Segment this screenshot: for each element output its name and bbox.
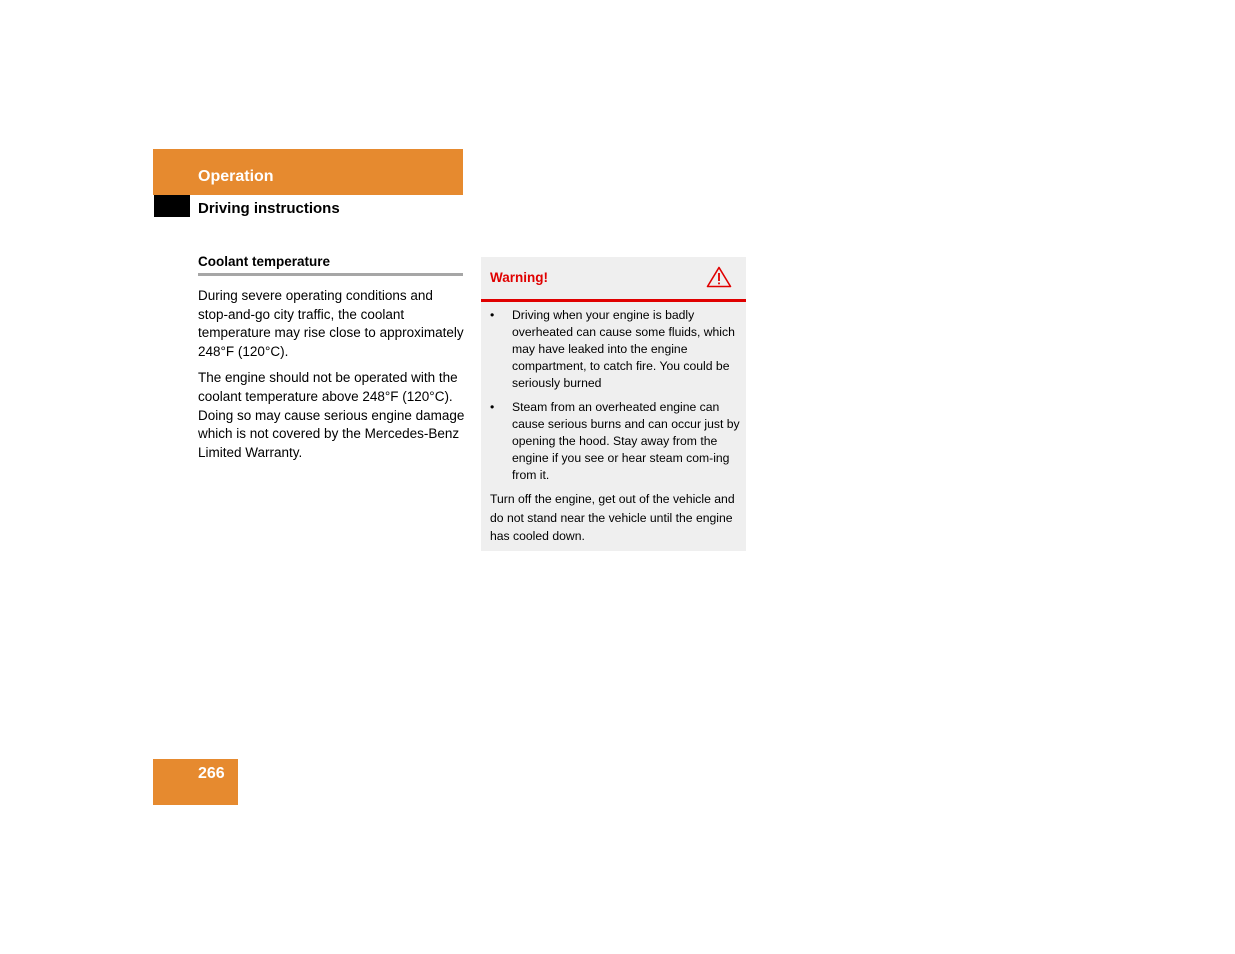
topic-heading-rule <box>198 273 463 276</box>
bullet-marker: • <box>490 308 495 322</box>
list-item-text: Driving when your engine is badly overheated can cause some fluids, which may have leaked into the engine compartment, to catch fire. You could be seriously burned <box>512 308 735 390</box>
warning-note: Turn off the engine, get out of the vehicle and do not stand near the vehicle until the engine has cooled down. <box>490 492 735 543</box>
bullet-marker: • <box>490 400 495 414</box>
warning-triangle-icon <box>706 266 732 288</box>
list-item-text: Steam from an overheated engine can cause serious burns and can occur just by opening the hood. Stay away from the engine if you see or hear steam com-ing from it. <box>512 400 740 482</box>
warning-header <box>481 257 746 302</box>
subsection-title: Driving instructions <box>198 200 340 217</box>
warning-bullet-list <box>490 307 740 491</box>
section-tab-marker <box>154 195 190 217</box>
section-title: Operation <box>198 168 274 185</box>
warning-box <box>481 257 746 551</box>
body-paragraph: During severe operating conditions and stop-and-go city traffic, the coolant temperature may rise close to approximately 248°F (120°C). <box>198 288 464 359</box>
list-item <box>490 399 740 484</box>
list-item <box>490 307 740 392</box>
body-text-column <box>198 287 466 470</box>
topic-heading: Coolant temperature <box>198 254 331 269</box>
page-number-box <box>153 759 238 805</box>
body-paragraph: The engine should not be operated with the coolant temperature above 248°F (120°C). Doing so may cause serious engine damage which is not covered by the Mercedes-Benz Limited Warranty. <box>198 370 465 460</box>
page-number: 266 <box>198 765 225 782</box>
warning-title: Warning! <box>490 270 548 285</box>
